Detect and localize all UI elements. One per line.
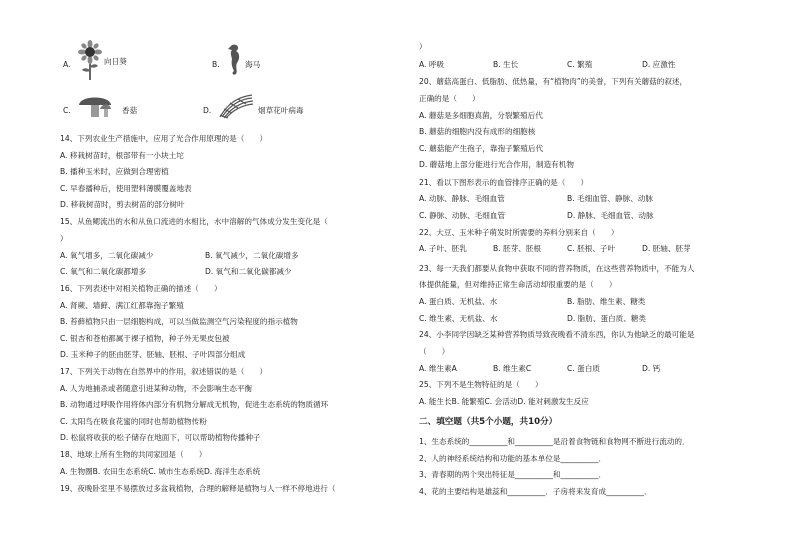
question-20-option-a: A. 蘑菇是多细胞真菌，分裂繁殖后代 (419, 111, 543, 120)
option-letter: D. (203, 106, 212, 115)
question-19-option-a: A. 呼吸 (419, 60, 445, 69)
question-25: 25、下列不是生物特征的是（ ） (419, 380, 543, 389)
question-24-cont: （ ） (419, 347, 450, 356)
question-20: 20、蘑菇高蛋白、低脂肪、低热量，有“植物肉”的美誉，下列有关蘑菇的叙述， (419, 77, 688, 86)
question-24-option-d: D. 钙 (642, 364, 661, 373)
question-20-option-d: D. 蘑菇地上部分能进行光合作用，制造有机物 (419, 160, 574, 169)
option-letter: A. (63, 60, 71, 69)
question-16-option-a: A. 肾蕨、墙藓、满江红都靠孢子繁殖 (60, 301, 184, 310)
option-letter: B. (212, 60, 220, 69)
option-label: 烟草花叶病毒 (258, 106, 304, 115)
question-15: 15、从鱼鳃流出的水和从鱼口流进的水相比，水中溶解的气体成分发生变化是（ (60, 217, 328, 226)
question-22-option-a: A. 子叶、胚乳 (419, 244, 467, 253)
fill-question-4: 4、花的主要结构是雄蕊和__________．子房将来发育成__________． (419, 487, 652, 496)
question-19-option-b: B. 生长 (493, 60, 519, 69)
mushroom-icon (76, 93, 114, 119)
question-15-option-c: C. 氧气和二氧化碳都增多 (60, 267, 147, 276)
question-23: 23、每一天我们都要从食物中获取不同的营养物质，在这些营养物质中，不能为人 (419, 264, 695, 273)
option-letter: C. (63, 106, 71, 115)
question-19-option-c: C. 繁殖 (567, 60, 593, 69)
question-21-option-d: D. 静脉、毛细血管、动脉 (567, 211, 654, 220)
question-24-option-a: A. 维生素A (419, 364, 457, 373)
fill-question-2: 2、人的神经系统结构和功能的基本单位是__________． (419, 454, 607, 463)
section-heading-fill-in: 二、填空题（共5个小题，共10分） (419, 417, 558, 427)
question-15-option-d: D. 氧气和二氧化碳都减少 (205, 267, 292, 276)
question-14: 14、下列农业生产措施中，应用了光合作用原理的是（ ） (60, 134, 268, 143)
question-24-option-b: B. 维生素C (493, 364, 532, 373)
question-21-option-b: B. 毛细血管、静脉、动脉 (567, 194, 653, 203)
question-23-option-d: D. 脂肪、蛋白质、糖类 (567, 314, 647, 323)
question-15-option-a: A. 氧气增多，二氧化碳减少 (60, 251, 154, 260)
question-18-options: A. 生物圈B. 农田生态系统C. 城市生态系统D. 海洋生态系统 (60, 467, 261, 476)
question-16-option-c: C. 银杏和苍柏都属于裸子植物，种子外无果皮包被 (60, 334, 230, 343)
question-19-option-d: D. 应激性 (642, 60, 676, 69)
question-21-option-c: C. 静脉、动脉、毛细血管 (419, 211, 506, 220)
question-17: 17、下列关于动物在自然界中的作用，叙述错误的是（ ） (60, 367, 268, 376)
option-label: 向日葵 (104, 57, 127, 66)
question-19-cont: ） (419, 42, 427, 51)
question-14-option-a: A. 移栽树苗时，根部带有一小块土坨 (60, 151, 184, 160)
option-label: 海马 (245, 60, 261, 69)
question-17-option-d: D. 松鼠将收获的松子储存在地面下，可以帮助植物传播种子 (60, 433, 261, 442)
question-20-option-c: C. 蘑菇能产生孢子，靠孢子繁殖后代 (419, 144, 544, 153)
fill-question-3: 3、青春期的两个突出特征是__________和__________． (419, 470, 607, 479)
question-14-option-c: C. 早春播种后，使用塑料薄膜覆盖地表 (60, 184, 192, 193)
question-21-option-a: A. 动脉、静脉、毛细血管 (419, 194, 505, 203)
question-23-cont: 体提供能量，但对维持正常生命活动却很重要的是（ ） (419, 280, 617, 289)
question-14-option-d: D. 移栽树苗时，剪去树苗的部分树叶 (60, 200, 185, 209)
question-15-cont: ） (60, 234, 68, 243)
question-18: 18、地球上所有生物的共同家园是（ ） (60, 450, 207, 459)
question-24: 24、小李同学因缺乏某种营养物质导致夜晚看不清东西，你认为他缺乏的最可能是 (419, 330, 695, 339)
question-19: 19、夜晚卧室里不易摆放过多盆栽植物，合理的解释是植物与人一样不停地进行（ (60, 484, 336, 493)
question-16-option-d: D. 玉米种子的胚由胚芽、胚轴、胚根、子叶四部分组成 (60, 350, 246, 359)
question-22-option-b: B. 胚芽、胚根 (493, 244, 542, 253)
question-22-option-c: C. 胚根、子叶 (567, 244, 616, 253)
question-20-option-b: B. 蘑菇的细胞内没有成形的细胞核 (419, 127, 536, 136)
question-16-option-b: B. 苔藓植物只由一层细胞构成，可以当做监测空气污染程度的指示植物 (60, 317, 298, 326)
question-17-option-a: A. 人为地捕杀或者随意引进某种动物，不会影响生态平衡 (60, 384, 253, 393)
question-15-option-b: B. 氧气减少，二氧化碳增多 (205, 251, 299, 260)
question-23-option-b: B. 脂肪、维生素、糖类 (567, 297, 646, 306)
question-14-option-b: B. 播种玉米时，应做到合理密植 (60, 167, 169, 176)
question-17-option-b: B. 动物通过呼吸作用将体内部分有机物分解成无机物，促进生态系统的物质循环 (60, 400, 329, 409)
question-17-option-c: C. 太阳鸟在吸食花蜜的同时也帮助植物传粉 (60, 417, 207, 426)
fill-question-1: 1、生态系统的__________和__________是沿着食物链和食物网不断进行流动的． (419, 437, 690, 446)
virus-icon (218, 93, 254, 119)
question-22-option-d: D. 胚轴、胚芽 (642, 244, 691, 253)
question-24-option-c: C. 蛋白质 (567, 364, 600, 373)
question-25-options: A. 能生长B. 能繁殖C. 会活动D. 能对刺激发生反应 (419, 397, 589, 406)
question-16: 16、下列表述中对相关植物正确的描述（ ） (60, 284, 222, 293)
question-23-option-c: C. 维生素、无机盐、水 (419, 314, 498, 323)
question-22: 22、大豆、玉米种子萌发时所需要的养料分别来自（ ） (419, 228, 619, 237)
option-label: 香菇 (122, 106, 138, 115)
question-20-cont: 正确的是（ ） (419, 94, 480, 103)
seahorse-icon (226, 43, 244, 77)
question-23-option-a: A. 蛋白质、无机盐、水 (419, 297, 498, 306)
question-21: 21、看以下图形表示的血管排序正确的是（ ） (419, 178, 589, 187)
sunflower-icon (78, 40, 102, 80)
